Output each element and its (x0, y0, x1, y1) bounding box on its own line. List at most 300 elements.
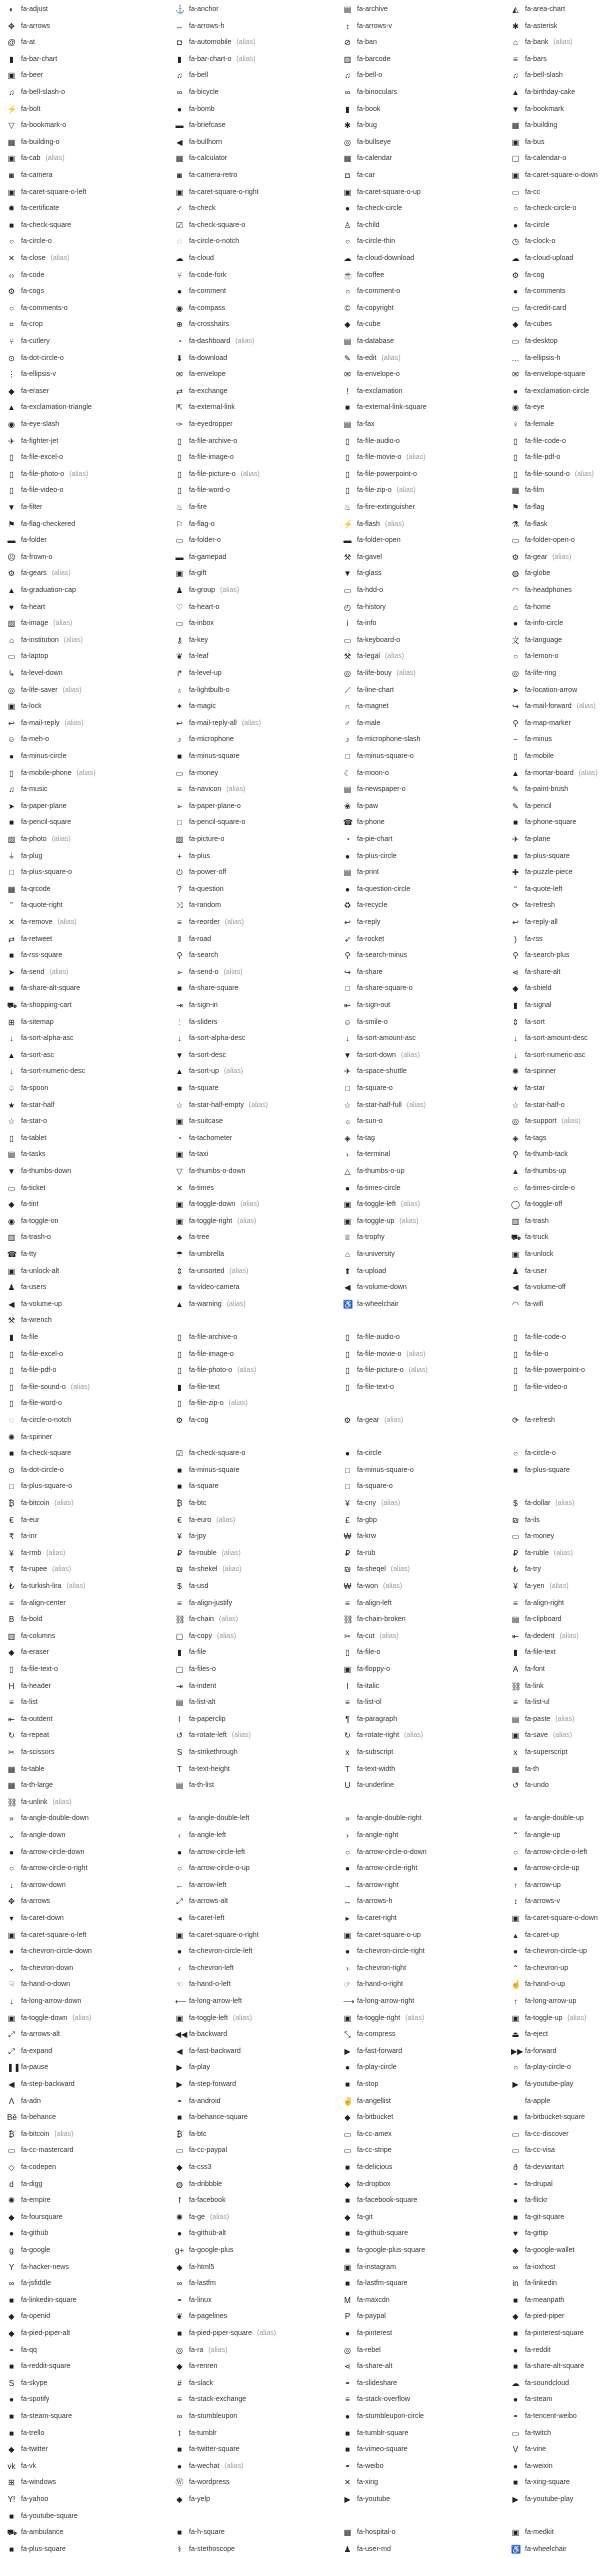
icon-entry[interactable] (511, 1695, 598, 1711)
icon-entry[interactable] (7, 1662, 171, 1678)
icon-entry[interactable] (343, 2143, 507, 2159)
icon-entry[interactable] (7, 1977, 171, 1993)
icon-entry[interactable] (7, 2542, 171, 2558)
icon-entry[interactable] (343, 68, 507, 84)
icon-entry[interactable] (7, 2260, 171, 2276)
icon-entry[interactable] (175, 2193, 339, 2209)
icon-entry[interactable] (343, 1662, 507, 1678)
icon-entry[interactable] (511, 2359, 598, 2375)
icon-entry[interactable] (175, 1396, 339, 1412)
icon-entry[interactable] (343, 1579, 507, 1595)
icon-entry[interactable] (175, 1247, 339, 1263)
icon-entry[interactable] (175, 2359, 339, 2375)
icon-entry[interactable] (343, 2442, 507, 2458)
icon-entry[interactable] (7, 2, 171, 18)
icon-entry[interactable] (343, 317, 507, 333)
icon-entry[interactable] (7, 1728, 171, 1744)
icon-entry[interactable] (7, 782, 171, 798)
icon-entry[interactable] (343, 1695, 507, 1711)
icon-entry[interactable] (343, 1811, 507, 1827)
icon-entry[interactable] (343, 367, 507, 383)
icon-entry[interactable] (7, 649, 171, 665)
icon-entry[interactable] (343, 201, 507, 217)
icon-entry[interactable] (343, 2359, 507, 2375)
icon-entry[interactable] (175, 1811, 339, 1827)
icon-entry[interactable] (175, 1778, 339, 1794)
icon-entry[interactable] (7, 185, 171, 201)
icon-entry[interactable] (175, 500, 339, 516)
icon-entry[interactable] (343, 1031, 507, 1047)
icon-entry[interactable] (511, 483, 598, 499)
icon-entry[interactable] (511, 1662, 598, 1678)
icon-entry[interactable] (7, 201, 171, 217)
icon-entry[interactable] (175, 1413, 339, 1429)
icon-entry[interactable] (175, 799, 339, 815)
icon-entry[interactable] (7, 317, 171, 333)
icon-entry[interactable] (7, 367, 171, 383)
icon-entry[interactable] (343, 2426, 507, 2442)
icon-entry[interactable] (343, 1778, 507, 1794)
icon-entry[interactable] (175, 367, 339, 383)
icon-entry[interactable] (343, 2110, 507, 2126)
icon-entry[interactable] (343, 384, 507, 400)
icon-entry[interactable] (7, 882, 171, 898)
icon-entry[interactable] (175, 85, 339, 101)
icon-entry[interactable] (511, 732, 598, 748)
icon-entry[interactable] (175, 649, 339, 665)
icon-entry[interactable] (511, 351, 598, 367)
icon-entry[interactable] (7, 1280, 171, 1296)
icon-entry[interactable] (343, 334, 507, 350)
icon-entry[interactable] (343, 2210, 507, 2226)
icon-entry[interactable] (175, 68, 339, 84)
icon-entry[interactable] (175, 334, 339, 350)
icon-entry[interactable] (511, 882, 598, 898)
icon-entry[interactable] (343, 2060, 507, 2076)
icon-entry[interactable] (511, 2309, 598, 2325)
icon-entry[interactable] (175, 1031, 339, 1047)
icon-entry[interactable] (7, 749, 171, 765)
icon-entry[interactable] (7, 2525, 171, 2541)
icon-entry[interactable] (175, 550, 339, 566)
icon-entry[interactable] (175, 1380, 339, 1396)
icon-entry[interactable] (511, 2426, 598, 2442)
icon-entry[interactable] (511, 1330, 598, 1346)
icon-entry[interactable] (343, 1330, 507, 1346)
icon-entry[interactable] (7, 2011, 171, 2027)
icon-entry[interactable] (343, 1380, 507, 1396)
icon-entry[interactable] (343, 1546, 507, 1562)
icon-entry[interactable] (511, 1031, 598, 1047)
icon-entry[interactable] (7, 135, 171, 151)
icon-entry[interactable] (511, 2060, 598, 2076)
icon-entry[interactable] (511, 251, 598, 267)
icon-entry[interactable] (7, 865, 171, 881)
icon-entry[interactable] (343, 898, 507, 914)
icon-entry[interactable] (343, 948, 507, 964)
icon-entry[interactable] (7, 1612, 171, 1628)
icon-entry[interactable] (7, 633, 171, 649)
icon-entry[interactable] (175, 1762, 339, 1778)
icon-entry[interactable] (511, 1762, 598, 1778)
icon-entry[interactable] (7, 2193, 171, 2209)
icon-entry[interactable] (511, 1562, 598, 1578)
icon-entry[interactable] (175, 1894, 339, 1910)
icon-entry[interactable] (511, 2127, 598, 2143)
icon-entry[interactable] (511, 2376, 598, 2392)
icon-entry[interactable] (175, 1496, 339, 1512)
icon-entry[interactable] (343, 633, 507, 649)
icon-entry[interactable] (175, 52, 339, 68)
icon-entry[interactable] (511, 799, 598, 815)
icon-entry[interactable] (511, 1114, 598, 1130)
icon-entry[interactable] (343, 749, 507, 765)
icon-entry[interactable] (7, 766, 171, 782)
icon-entry[interactable] (511, 2525, 598, 2541)
icon-entry[interactable] (343, 1911, 507, 1927)
icon-entry[interactable] (7, 2509, 171, 2525)
icon-entry[interactable] (175, 218, 339, 234)
icon-entry[interactable] (175, 1479, 339, 1495)
icon-entry[interactable] (511, 782, 598, 798)
icon-entry[interactable] (511, 1994, 598, 2010)
icon-entry[interactable] (7, 2210, 171, 2226)
icon-entry[interactable] (175, 434, 339, 450)
icon-entry[interactable] (343, 600, 507, 616)
icon-entry[interactable] (343, 102, 507, 118)
icon-entry[interactable] (511, 1845, 598, 1861)
icon-entry[interactable] (343, 716, 507, 732)
icon-entry[interactable] (511, 384, 598, 400)
icon-entry[interactable] (511, 1164, 598, 1180)
icon-entry[interactable] (343, 1612, 507, 1628)
icon-entry[interactable] (175, 616, 339, 632)
icon-entry[interactable] (7, 981, 171, 997)
icon-entry[interactable] (343, 2260, 507, 2276)
icon-entry[interactable] (7, 351, 171, 367)
icon-entry[interactable] (175, 2127, 339, 2143)
icon-entry[interactable] (7, 1562, 171, 1578)
icon-entry[interactable] (343, 2243, 507, 2259)
icon-entry[interactable] (343, 234, 507, 250)
icon-entry[interactable] (343, 2044, 507, 2060)
icon-entry[interactable] (175, 633, 339, 649)
icon-entry[interactable] (175, 1131, 339, 1147)
icon-entry[interactable] (175, 1596, 339, 1612)
icon-entry[interactable] (175, 998, 339, 1014)
icon-entry[interactable] (511, 1413, 598, 1429)
icon-entry[interactable] (343, 1679, 507, 1695)
icon-entry[interactable] (511, 716, 598, 732)
icon-entry[interactable] (7, 2226, 171, 2242)
icon-entry[interactable] (511, 1264, 598, 1280)
icon-entry[interactable] (7, 168, 171, 184)
icon-entry[interactable] (511, 2077, 598, 2093)
icon-entry[interactable] (7, 1330, 171, 1346)
icon-entry[interactable] (175, 384, 339, 400)
icon-entry[interactable] (343, 351, 507, 367)
icon-entry[interactable] (7, 2409, 171, 2425)
icon-entry[interactable] (343, 2309, 507, 2325)
icon-entry[interactable] (7, 467, 171, 483)
icon-entry[interactable] (511, 450, 598, 466)
icon-entry[interactable] (343, 1247, 507, 1263)
icon-entry[interactable] (175, 666, 339, 682)
icon-entry[interactable] (511, 1015, 598, 1031)
icon-entry[interactable] (7, 2177, 171, 2193)
icon-entry[interactable] (175, 284, 339, 300)
icon-entry[interactable] (7, 118, 171, 134)
icon-entry[interactable] (511, 2293, 598, 2309)
icon-entry[interactable] (175, 2293, 339, 2309)
icon-entry[interactable] (343, 566, 507, 582)
icon-entry[interactable] (343, 400, 507, 416)
icon-entry[interactable] (175, 566, 339, 582)
icon-entry[interactable] (511, 915, 598, 931)
icon-entry[interactable] (343, 218, 507, 234)
icon-entry[interactable] (175, 1662, 339, 1678)
icon-entry[interactable] (343, 1513, 507, 1529)
icon-entry[interactable] (7, 1297, 171, 1313)
icon-entry[interactable] (175, 400, 339, 416)
icon-entry[interactable] (175, 1197, 339, 1213)
icon-entry[interactable] (343, 2326, 507, 2342)
icon-entry[interactable] (343, 1098, 507, 1114)
icon-entry[interactable] (175, 1645, 339, 1661)
icon-entry[interactable] (175, 2542, 339, 2558)
icon-entry[interactable] (175, 185, 339, 201)
icon-entry[interactable] (7, 2343, 171, 2359)
icon-entry[interactable] (7, 1629, 171, 1645)
icon-entry[interactable] (343, 2542, 507, 2558)
icon-entry[interactable] (175, 716, 339, 732)
icon-entry[interactable] (343, 2094, 507, 2110)
icon-entry[interactable] (7, 2426, 171, 2442)
icon-entry[interactable] (175, 2326, 339, 2342)
icon-entry[interactable] (7, 1679, 171, 1695)
icon-entry[interactable] (511, 1645, 598, 1661)
icon-entry[interactable] (511, 517, 598, 533)
icon-entry[interactable] (7, 1894, 171, 1910)
icon-entry[interactable] (343, 85, 507, 101)
icon-entry[interactable] (175, 1961, 339, 1977)
icon-entry[interactable] (511, 1745, 598, 1761)
icon-entry[interactable] (175, 1214, 339, 1230)
icon-entry[interactable] (175, 1911, 339, 1927)
icon-entry[interactable] (343, 1164, 507, 1180)
icon-entry[interactable] (343, 52, 507, 68)
icon-entry[interactable] (343, 1645, 507, 1661)
icon-entry[interactable] (511, 583, 598, 599)
icon-entry[interactable] (343, 666, 507, 682)
icon-entry[interactable] (343, 1114, 507, 1130)
icon-entry[interactable] (343, 1894, 507, 1910)
icon-entry[interactable] (511, 2110, 598, 2126)
icon-entry[interactable] (175, 1861, 339, 1877)
icon-entry[interactable] (511, 1546, 598, 1562)
icon-entry[interactable] (7, 1596, 171, 1612)
icon-entry[interactable] (343, 2077, 507, 2093)
icon-entry[interactable] (7, 616, 171, 632)
icon-entry[interactable] (511, 1214, 598, 1230)
icon-entry[interactable] (343, 1861, 507, 1877)
icon-entry[interactable] (343, 151, 507, 167)
icon-entry[interactable] (175, 102, 339, 118)
icon-entry[interactable] (175, 118, 339, 134)
icon-entry[interactable] (7, 2276, 171, 2292)
icon-entry[interactable] (511, 52, 598, 68)
icon-entry[interactable] (511, 981, 598, 997)
icon-entry[interactable] (7, 1164, 171, 1180)
icon-entry[interactable] (175, 1280, 339, 1296)
icon-entry[interactable] (343, 301, 507, 317)
icon-entry[interactable] (511, 500, 598, 516)
icon-entry[interactable] (175, 1546, 339, 1562)
icon-entry[interactable] (7, 2442, 171, 2458)
icon-entry[interactable] (343, 1944, 507, 1960)
icon-entry[interactable] (175, 251, 339, 267)
icon-entry[interactable] (343, 1994, 507, 2010)
icon-entry[interactable] (343, 832, 507, 848)
icon-entry[interactable] (343, 550, 507, 566)
icon-entry[interactable] (511, 118, 598, 134)
icon-entry[interactable] (7, 434, 171, 450)
icon-entry[interactable] (7, 1264, 171, 1280)
icon-entry[interactable] (343, 1463, 507, 1479)
icon-entry[interactable] (175, 683, 339, 699)
icon-entry[interactable] (175, 1098, 339, 1114)
icon-entry[interactable] (7, 2459, 171, 2475)
icon-entry[interactable] (343, 417, 507, 433)
icon-entry[interactable] (7, 517, 171, 533)
icon-entry[interactable] (511, 1147, 598, 1163)
icon-entry[interactable] (175, 749, 339, 765)
icon-entry[interactable] (511, 2143, 598, 2159)
icon-entry[interactable] (343, 1596, 507, 1612)
icon-entry[interactable] (343, 2011, 507, 2027)
icon-entry[interactable] (7, 566, 171, 582)
icon-entry[interactable] (511, 2226, 598, 2242)
icon-entry[interactable] (511, 616, 598, 632)
icon-entry[interactable] (343, 1828, 507, 1844)
icon-entry[interactable] (175, 732, 339, 748)
icon-entry[interactable] (7, 1778, 171, 1794)
icon-entry[interactable] (511, 1081, 598, 1097)
icon-entry[interactable] (511, 2044, 598, 2060)
icon-entry[interactable] (175, 517, 339, 533)
icon-entry[interactable] (175, 1015, 339, 1031)
icon-entry[interactable] (175, 815, 339, 831)
icon-entry[interactable] (343, 2459, 507, 2475)
icon-entry[interactable] (343, 683, 507, 699)
icon-entry[interactable] (175, 1463, 339, 1479)
icon-entry[interactable] (7, 1098, 171, 1114)
icon-entry[interactable] (511, 1579, 598, 1595)
icon-entry[interactable] (7, 1081, 171, 1097)
icon-entry[interactable] (7, 384, 171, 400)
icon-entry[interactable] (511, 1446, 598, 1462)
icon-entry[interactable] (175, 948, 339, 964)
icon-entry[interactable] (175, 2044, 339, 2060)
icon-entry[interactable] (7, 1463, 171, 1479)
icon-entry[interactable] (7, 2475, 171, 2491)
icon-entry[interactable] (343, 268, 507, 284)
icon-entry[interactable] (7, 2309, 171, 2325)
icon-entry[interactable] (175, 234, 339, 250)
icon-entry[interactable] (511, 2276, 598, 2292)
icon-entry[interactable] (175, 1330, 339, 1346)
icon-entry[interactable] (7, 915, 171, 931)
icon-entry[interactable] (7, 284, 171, 300)
icon-entry[interactable] (175, 417, 339, 433)
icon-entry[interactable] (511, 2492, 598, 2508)
icon-entry[interactable] (7, 1479, 171, 1495)
icon-entry[interactable] (511, 68, 598, 84)
icon-entry[interactable] (175, 2060, 339, 2076)
icon-entry[interactable] (343, 932, 507, 948)
icon-entry[interactable] (175, 2376, 339, 2392)
icon-entry[interactable] (343, 1081, 507, 1097)
icon-entry[interactable] (511, 2177, 598, 2193)
icon-entry[interactable] (175, 1928, 339, 1944)
icon-entry[interactable] (343, 1745, 507, 1761)
icon-entry[interactable] (175, 915, 339, 931)
icon-entry[interactable] (7, 1994, 171, 2010)
icon-entry[interactable] (175, 135, 339, 151)
icon-entry[interactable] (343, 467, 507, 483)
icon-entry[interactable] (511, 317, 598, 333)
icon-entry[interactable] (175, 832, 339, 848)
icon-entry[interactable] (511, 2459, 598, 2475)
icon-entry[interactable] (7, 2110, 171, 2126)
icon-entry[interactable] (175, 1363, 339, 1379)
icon-entry[interactable] (7, 268, 171, 284)
icon-entry[interactable] (7, 301, 171, 317)
icon-entry[interactable] (175, 2011, 339, 2027)
icon-entry[interactable] (175, 1264, 339, 1280)
icon-entry[interactable] (343, 35, 507, 51)
icon-entry[interactable] (511, 815, 598, 831)
icon-entry[interactable] (175, 1164, 339, 1180)
icon-entry[interactable] (175, 849, 339, 865)
icon-entry[interactable] (7, 1380, 171, 1396)
icon-entry[interactable] (343, 1845, 507, 1861)
icon-entry[interactable] (175, 1745, 339, 1761)
icon-entry[interactable] (343, 1197, 507, 1213)
icon-entry[interactable] (511, 948, 598, 964)
icon-entry[interactable] (511, 2193, 598, 2209)
icon-entry[interactable] (175, 865, 339, 881)
icon-entry[interactable] (511, 1363, 598, 1379)
icon-entry[interactable] (7, 948, 171, 964)
icon-entry[interactable] (7, 1961, 171, 1977)
icon-entry[interactable] (175, 168, 339, 184)
icon-entry[interactable] (343, 1064, 507, 1080)
icon-entry[interactable] (343, 1048, 507, 1064)
icon-entry[interactable] (7, 35, 171, 51)
icon-entry[interactable] (511, 633, 598, 649)
icon-entry[interactable] (511, 185, 598, 201)
icon-entry[interactable] (511, 85, 598, 101)
icon-entry[interactable] (343, 1363, 507, 1379)
icon-entry[interactable] (175, 1181, 339, 1197)
icon-entry[interactable] (175, 2177, 339, 2193)
icon-entry[interactable] (175, 2094, 339, 2110)
icon-entry[interactable] (7, 85, 171, 101)
icon-entry[interactable] (175, 932, 339, 948)
icon-entry[interactable] (7, 1861, 171, 1877)
icon-entry[interactable] (511, 832, 598, 848)
